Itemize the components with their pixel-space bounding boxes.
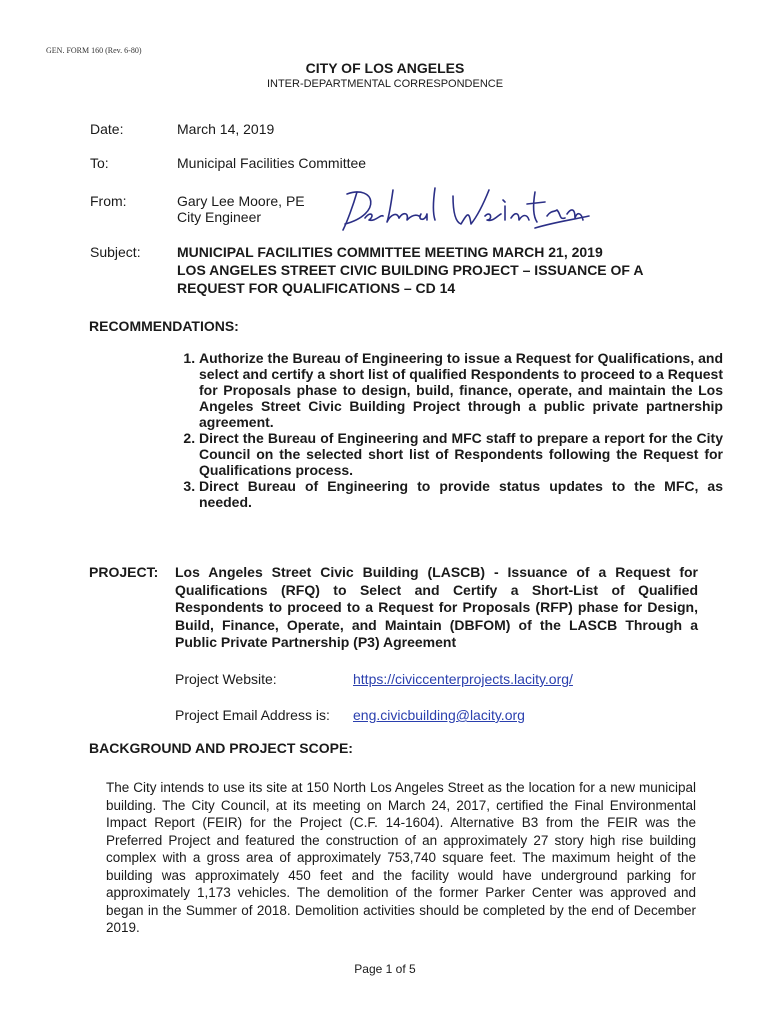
signature <box>335 170 595 240</box>
list-item: 2. Direct the Bureau of Engineering and MFC staff to prepare a report for the City Council on the selected short list of Respondents following the Request for Qualifications process. <box>199 430 723 478</box>
background-heading: BACKGROUND AND PROJECT SCOPE: <box>89 740 353 756</box>
subject-line: REQUEST FOR QUALIFICATIONS – CD 14 <box>177 280 456 296</box>
email-label: Project Email Address is: <box>175 707 330 723</box>
project-description: Los Angeles Street Civic Building (LASCB) - Issuance of a Request for Qualifications (RFQ) to Select and Certify a Short-List of Qualified Respondents to proceed to a Request for Proposals (RFP) phase for Design, Build, Finance, Operate, and Maintain (DBFOM) of the LASCB Through a Public Private Partnership (P3) Agreement <box>175 564 698 650</box>
subject-line: MUNICIPAL FACILITIES COMMITTEE MEETING MARCH 21, 2019 <box>177 244 603 260</box>
project-website-link[interactable]: https://civiccenterprojects.lacity.org/ <box>353 671 573 687</box>
form-id: GEN. FORM 160 (Rev. 6-80) <box>46 46 142 55</box>
background-text: The City intends to use its site at 150 North Los Angeles Street as the location for a new municipal building. The City Council, at its meeting on March 24, 2017, certified the Final Environmental Impact Report (FEIR) for the Project (C.F. 14-1604). Alternative B3 from the FEIR was the Preferred Project and featured the construction of an approximately 27 story high rise building complex with a gross area of approximately 753,740 square feet. The maximum height of the building was approximately 450 feet and the facility would have underground parking for approximately 1,173 vehicles. The demolition of the former Parker Center was approved and began in the Summer of 2018. Demolition activities should be completed by the end of December 2019. <box>106 780 696 935</box>
recommendations-heading: RECOMMENDATIONS: <box>89 318 239 334</box>
list-item: 1. Authorize the Bureau of Engineering to issue a Request for Qualifications, and select and certify a short list of qualified Respondents to proceed to a Request for Proposals phase to design, build, finance, operate, and maintain the Los Angeles Street Civic Building Project through a public private partnership agreement. <box>199 350 723 430</box>
page-number: Page 1 of 5 <box>354 962 416 976</box>
website-label: Project Website: <box>175 671 277 687</box>
city-name: CITY OF LOS ANGELES <box>305 60 465 76</box>
to-value: Municipal Facilities Committee <box>177 155 367 171</box>
list-item: 3. Direct Bureau of Engineering to provide status updates to the MFC, as needed. <box>199 478 723 510</box>
project-label: PROJECT: <box>89 564 159 580</box>
from-name: Gary Lee Moore, PE <box>177 193 305 209</box>
subject-line: LOS ANGELES STREET CIVIC BUILDING PROJECT – ISSUANCE OF A <box>177 262 644 278</box>
from-label: From: <box>90 193 127 209</box>
from-title: City Engineer <box>177 209 262 225</box>
subject-label: Subject: <box>90 244 141 260</box>
date-value: March 14, 2019 <box>177 121 275 137</box>
date-label: Date: <box>90 121 124 137</box>
project-email-link[interactable]: eng.civicbuilding@lacity.org <box>353 707 525 723</box>
to-label: To: <box>90 155 109 171</box>
correspondence-type: INTER-DEPARTMENTAL CORRESPONDENCE <box>266 78 504 90</box>
recommendations-list <box>175 350 723 510</box>
